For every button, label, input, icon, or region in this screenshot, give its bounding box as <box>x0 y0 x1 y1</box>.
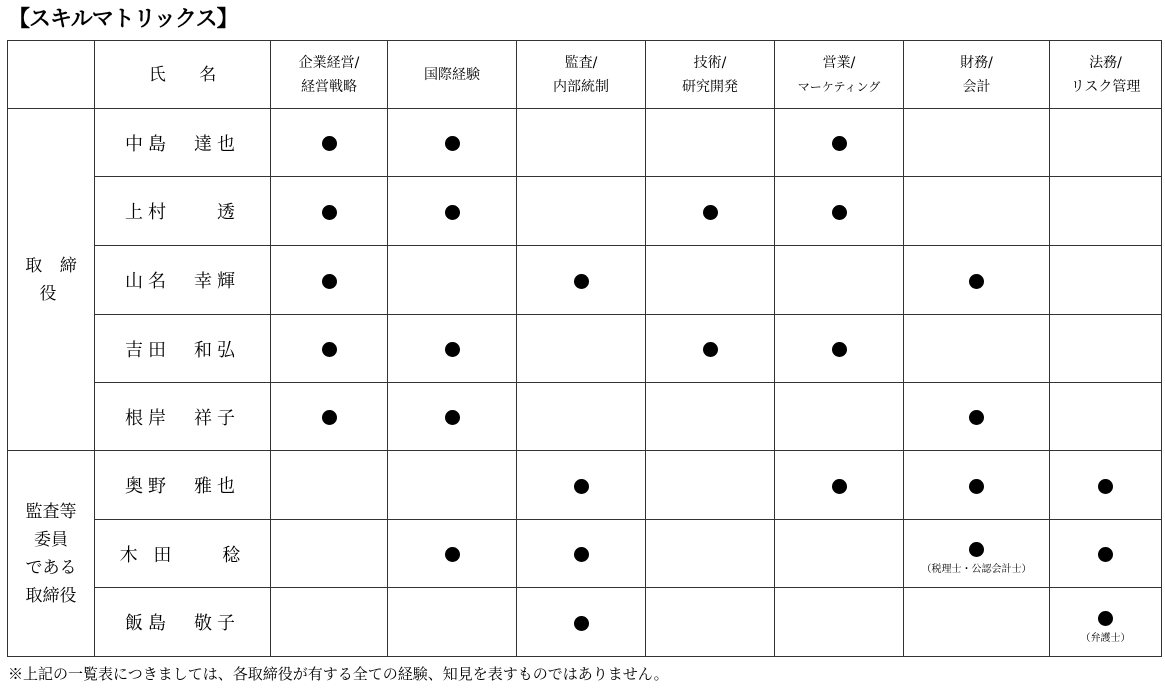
skill-cell <box>904 383 1050 451</box>
skill-column-header: 監査/ 内部統制 <box>517 41 646 109</box>
table-row <box>8 451 1162 520</box>
skill-dot-icon <box>445 342 460 357</box>
skill-cell <box>775 520 904 588</box>
table-row <box>8 315 1162 383</box>
skill-cell <box>1050 315 1162 383</box>
skill-cell <box>646 588 775 657</box>
skill-cell <box>775 315 904 383</box>
skill-dot-icon <box>969 274 984 289</box>
skill-cell <box>646 315 775 383</box>
corner-cell <box>8 41 95 109</box>
skill-cell <box>517 246 646 315</box>
skill-cell <box>1050 520 1162 588</box>
group-label-line: 監査等 <box>25 501 77 522</box>
skill-dot-icon <box>969 479 984 494</box>
skill-dot-icon <box>574 274 589 289</box>
skill-dot-icon <box>574 547 589 562</box>
skill-dot-icon <box>322 274 337 289</box>
skill-cell <box>271 520 388 588</box>
skill-cell <box>388 520 517 588</box>
skill-cell <box>271 246 388 315</box>
skill-cell <box>646 246 775 315</box>
skill-column-header: 国際経験 <box>388 41 517 109</box>
skill-dot-icon <box>969 410 984 425</box>
qualification-note: （税理士・公認会計士） <box>921 564 1032 575</box>
skill-cell <box>388 246 517 315</box>
skill-cell <box>904 451 1050 520</box>
skill-dot-icon <box>322 205 337 220</box>
skill-cell <box>517 109 646 177</box>
header-row <box>8 41 1162 109</box>
skill-cell <box>904 177 1050 246</box>
skill-dot-icon <box>445 205 460 220</box>
skill-cell <box>388 109 517 177</box>
skill-cell <box>1050 588 1162 657</box>
group-label-line: である <box>25 557 77 578</box>
table-row <box>8 109 1162 177</box>
skill-column-header: 営業/ マーケティング <box>775 41 904 109</box>
skill-cell <box>1050 177 1162 246</box>
skill-cell <box>775 177 904 246</box>
skill-column-header: 法務/ リスク管理 <box>1050 41 1162 109</box>
skill-dot-icon <box>1098 611 1113 626</box>
skill-cell <box>271 383 388 451</box>
skill-cell <box>388 315 517 383</box>
skill-cell <box>517 177 646 246</box>
skill-cell <box>271 109 388 177</box>
director-name: 山名 幸輝 <box>95 246 271 315</box>
skill-cell <box>271 315 388 383</box>
skill-dot-icon <box>445 410 460 425</box>
director-name: 飯島 敬子 <box>95 588 271 657</box>
skill-column-header: 企業経営/ 経営戦略 <box>271 41 388 109</box>
skill-dot-icon <box>832 479 847 494</box>
skill-dot-icon <box>1098 479 1113 494</box>
skill-cell <box>1050 246 1162 315</box>
group-label-line: 取締役 <box>25 585 77 606</box>
skill-dot-icon <box>445 547 460 562</box>
group-label <box>8 109 95 451</box>
skill-cell <box>646 451 775 520</box>
skill-dot-icon <box>832 205 847 220</box>
footnote: ※上記の一覧表につきましては、各取締役が有する全ての経験、知見を表すものではありません。 <box>8 665 669 683</box>
qualification-note: （弁護士） <box>1080 632 1131 644</box>
skill-cell <box>775 383 904 451</box>
skill-cell <box>271 177 388 246</box>
skill-column-header: 技術/ 研究開発 <box>646 41 775 109</box>
skill-dot-icon <box>574 616 589 631</box>
skill-matrix-table <box>7 40 1162 657</box>
skill-dot-icon <box>322 136 337 151</box>
skill-cell <box>517 383 646 451</box>
director-name: 奥野 雅也 <box>95 451 271 520</box>
table-row <box>8 246 1162 315</box>
skill-cell <box>388 588 517 657</box>
skill-cell <box>517 315 646 383</box>
skill-column-header: 財務/ 会計 <box>904 41 1050 109</box>
director-name: 根岸 祥子 <box>95 383 271 451</box>
name-column-header: 氏 名 <box>95 41 271 109</box>
skill-cell <box>646 520 775 588</box>
skill-cell <box>775 109 904 177</box>
skill-cell <box>646 383 775 451</box>
table-row <box>8 177 1162 246</box>
skill-cell <box>1050 451 1162 520</box>
page-title: 【スキルマトリックス】 <box>8 7 238 32</box>
group-label <box>8 451 95 657</box>
table-row <box>8 588 1162 657</box>
skill-cell <box>904 315 1050 383</box>
group-label-line: 取 締 役 <box>25 255 83 304</box>
skill-cell <box>904 588 1050 657</box>
skill-dot-icon <box>445 136 460 151</box>
director-name: 木 田 稔 <box>95 520 271 588</box>
skill-cell <box>775 246 904 315</box>
skill-cell <box>517 588 646 657</box>
skill-cell <box>1050 109 1162 177</box>
skill-cell <box>904 109 1050 177</box>
skill-cell <box>271 451 388 520</box>
skill-cell <box>646 177 775 246</box>
director-name: 吉田 和弘 <box>95 315 271 383</box>
director-name: 上村 透 <box>95 177 271 246</box>
table-row <box>8 520 1162 588</box>
skill-dot-icon <box>1098 547 1113 562</box>
skill-cell <box>1050 383 1162 451</box>
skill-dot-icon <box>703 205 718 220</box>
skill-dot-icon <box>703 342 718 357</box>
skill-dot-icon <box>322 410 337 425</box>
skill-dot-icon <box>322 342 337 357</box>
skill-cell <box>904 246 1050 315</box>
skill-cell <box>775 451 904 520</box>
skill-cell <box>388 383 517 451</box>
skill-cell <box>517 520 646 588</box>
table-row <box>8 383 1162 451</box>
skill-cell <box>646 109 775 177</box>
director-name: 中島 達也 <box>95 109 271 177</box>
group-label-line: 委員 <box>34 529 68 550</box>
skill-cell <box>775 588 904 657</box>
skill-cell <box>904 520 1050 588</box>
skill-cell <box>517 451 646 520</box>
skill-cell <box>388 177 517 246</box>
skill-dot-icon <box>574 479 589 494</box>
skill-cell <box>271 588 388 657</box>
skill-dot-icon <box>832 136 847 151</box>
skill-cell <box>388 451 517 520</box>
skill-dot-icon <box>832 342 847 357</box>
skill-dot-icon <box>969 542 984 557</box>
